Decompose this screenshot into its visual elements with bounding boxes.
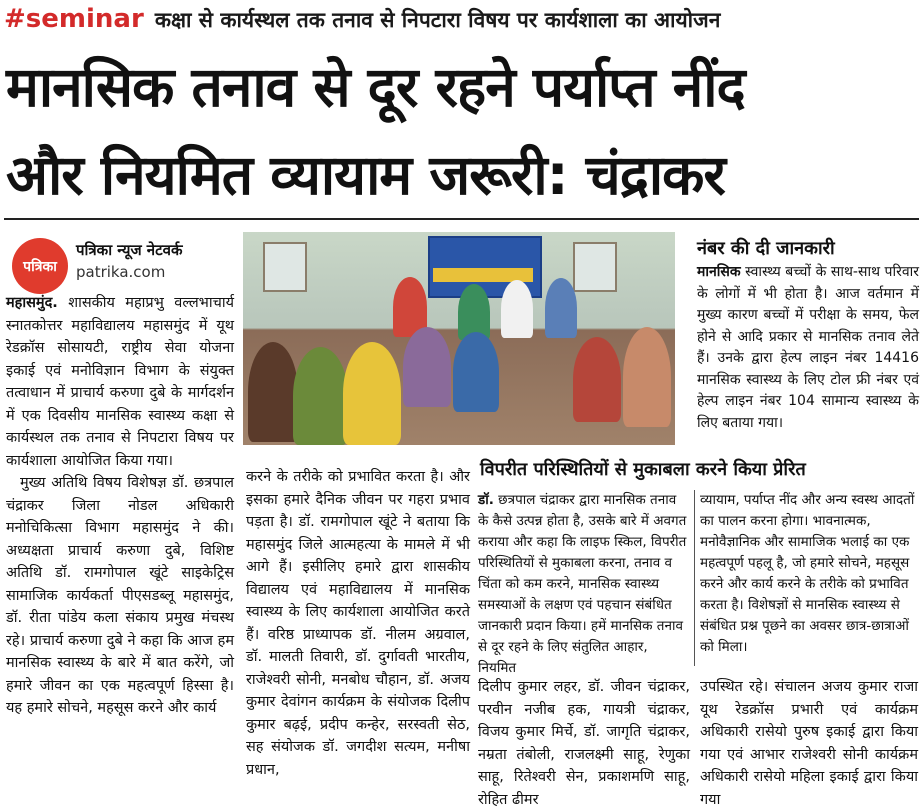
photo-window [573, 242, 617, 292]
event-photo [243, 232, 675, 445]
headline-line-1: मानसिक तनाव से दूर रहने पर्याप्त नींद [6, 55, 745, 119]
sidebar-title: नंबर की दी जानकारी [697, 238, 835, 259]
box-right-text: व्यायाम, पर्याप्त नींद और अन्य स्वस्थ आदतों का पालन करना होगा। भावनात्मक, मनोवैज्ञानिक और सामाजिक भलाई का एक महत्वपूर्ण पहलू है, जो हमारे सोचने, महसूस करने और कार्य करने के तरीके को प्रभावित करता है। विशेषज्ञों से मानसिक स्वास्थ्य से संबंधित प्रश्न पूछने का अवसर छात्र-छात्राओं को मिला। [700, 492, 915, 655]
sidebar-number-info [697, 236, 919, 434]
col2-text: करने के तरीके को प्रभावित करता है। और इसका हमारे दैनिक जीवन पर गहरा प्रभाव पड़ता है। डॉ. रामगोपाल खूंटे ने बताया कि महासमुंद जिले आत्महत्या के मामले में भी आगे हैं। इसीलिए हमारे द्वारा शासकीय विद्यालय एवं महाविद्यालय में मानसिक स्वास्थ्य के लिए कार्यशाला आयोजित करते हैं। वरिष्ठ प्राध्यापक डॉ. नीलम अग्रवाल, डॉ. मालती तिवारी, डॉ. दुर्गावती भारतीय, राजेश्वरी सोनी, मनबोध चौहान, डॉ. अजय कुमार देवांगन कार्यक्रम के संयोजक दिलीप कुमार बढ़ई, प्रदीप कन्हेर, सरस्वती सेठ, सह संयोजक डॉ. जगदीश सत्यम, मनीषा प्रधान, [246, 469, 470, 778]
photo-person [453, 332, 499, 412]
box-left-column [478, 490, 690, 679]
col3-text: दिलीप कुमार लहर, डॉ. जीवन चंद्राकर, परवीन नजीब हक, गायत्री चंद्राकर, विजय कुमार मिर्चे, डॉ. जागृति चंद्राकर, नम्रता तंबोली, राजलक्ष्मी साहू, रेणुका साहू, रितेश्वरी सेन, प्रकाशमणि साहू, रोहित ढीमर [478, 679, 690, 808]
dateline: महासमुंद. [6, 295, 58, 311]
col1-para-1: शासकीय महाप्रभु वल्लभाचार्य स्नातकोत्तर महाविद्यालय महासमुंद में यूथ रेडक्रॉस सोसायटी, राष्ट्रीय सेवा योजना इकाई एवं मनोविज्ञान विभाग के संयुक्त तत्वाधान में प्राचार्य करुणा दुबे के मार्गदर्शन में एक दिवसीय मानसिक स्वास्थ्य कक्षा से कार्यस्थल तक तनाव से निपटारा विषय पर कार्यशाला आयोजित किया गया। [6, 295, 235, 469]
box-right-column [700, 490, 918, 658]
photo-person [501, 280, 533, 338]
patrika-logo: पत्रिका [12, 238, 68, 294]
photo-person [343, 342, 401, 445]
box-left-lead: डॉ. [478, 492, 494, 508]
agency-name: पत्रिका न्यूज नेटवर्क [76, 241, 183, 259]
photo-person [573, 337, 621, 422]
photo-person [623, 327, 671, 427]
subheadline: कक्षा से कार्यस्थल तक तनाव से निपटारा विषय पर कार्यशाला का आयोजन [154, 8, 721, 32]
sidebar-lead: मानसिक [697, 264, 741, 280]
photo-person [248, 342, 298, 442]
box-left-text: छत्रपाल चंद्राकर द्वारा मानसिक तनाव के कैसे उत्पन्न होता है, उसके बारे में अवगत कराया और कहा कि लाइफ स्किल, विपरीत परिस्थितियों से मुकाबला करना, तनाव व चिंता को कम करने, मानसिक स्वास्थ्य समस्याओं के लक्षण एवं पहचान संबंधित जानकारी प्रदान किया। हमें मानसिक तनाव से दूर रहने के लिए संतुलित आहार, नियमित [478, 492, 687, 676]
photo-person [545, 278, 577, 338]
photo-person [293, 347, 348, 445]
photo-window [263, 242, 307, 292]
column-3 [478, 676, 690, 811]
box-divider [694, 490, 695, 666]
photo-person [403, 327, 451, 407]
seminar-tag: #seminar [4, 4, 144, 34]
headline-line-2: और नियमित व्यायाम जरूरी: चंद्राकर [6, 143, 725, 207]
box-title: विपरीत परिस्थितियों से मुकाबला करने किया प्रेरित [480, 459, 806, 480]
col4-text: उपस्थित रहे। संचालन अजय कुमार राजा यूथ रेडक्रॉस प्रभारी एवं कार्यक्रम अधिकारी रासेयो पुरुष इकाई द्वारा किया गया एवं आभार राजेश्वरी सोनी कार्यक्रम अधिकारी रासेयो महिला इकाई द्वारा किया गया [700, 679, 918, 808]
column-2 [246, 466, 470, 781]
column-1 [6, 292, 234, 720]
column-4 [700, 676, 918, 811]
header-rule [4, 218, 919, 220]
sidebar-text: स्वास्थ्य बच्चों के साथ-साथ परिवार के लोगों में भी होता है। आज वर्तमान में मुख्य कारण बच्चों में परीक्षा के समय, फेल होने से आदि प्रकार से मानसिक तनाव लेते हैं। उनके द्वारा हेल्प लाइन नंबर 14416 मानसिक स्वास्थ्य के लिए टोल फ्री नंबर एवं हेल्प लाइन नंबर 104 सामान्य स्वास्थ्य के लिए बताया गया। [697, 264, 919, 431]
strapline [4, 4, 919, 44]
site-name: patrika.com [76, 263, 166, 281]
col1-para-2: मुख्य अतिथि विषय विशेषज्ञ डॉ. छत्रपाल चंद्राकर जिला नोडल अधिकारी मनोचिकित्सा विभाग महासमुंद ने की। अध्यक्षता प्राचार्य करुणा दुबे, विशिष्ट अतिथि डॉ. रामगोपाल खूंटे साइकेट्रिस सामाजिक कार्यकर्ता पीएसडब्लू महासमुंद, डॉ. रीता पांडेय कला संकाय प्रमुख मंचस्थ रहे। प्राचार्य करुणा दुबे ने कहा कि आज हम मानसिक स्वास्थ्य के बारे में बात करेंगे, जो हमारे जीवन का एक महत्वपूर्ण हिस्सा है। यह हमारे सोचने, महसूस करने और कार्य [6, 475, 234, 716]
